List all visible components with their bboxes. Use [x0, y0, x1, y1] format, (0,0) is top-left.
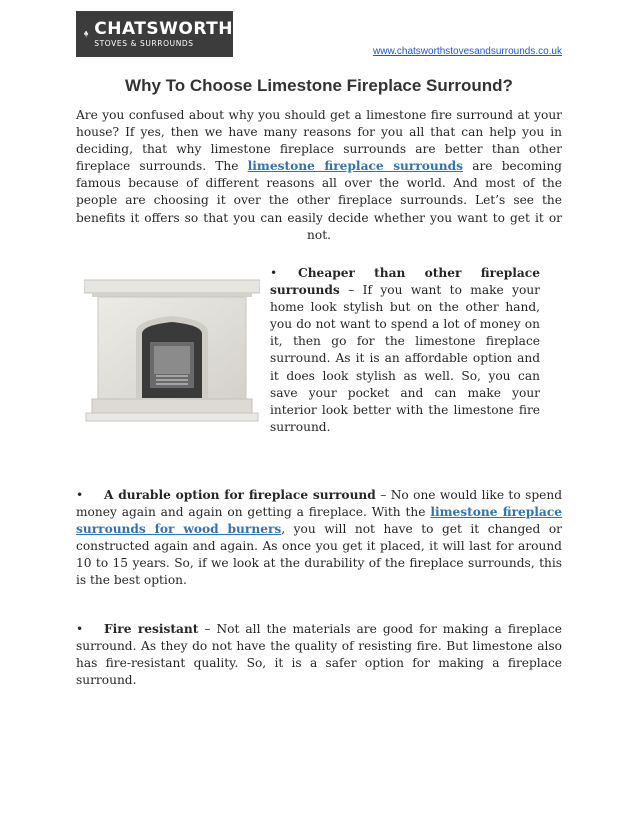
- intro-text-2: are becoming famous because of different reasons all over the world. And most of the people are choosing it over the other fireplace surrounds. Let’s see the benefits it offers so that you can easily decide whether you want to get it or not.: [76, 159, 562, 242]
- logo-leaf-icon: [83, 14, 89, 54]
- logo-name: CHATSWORTH: [94, 18, 233, 39]
- intro-text-1: Are you confused about why you should get a limestone fire surround at your house? If yes, then we have many reasons for you all that can help you in deciding, that why limestone fireplace surrounds are better than other fireplace surrounds. The: [76, 108, 562, 174]
- bullet-marker: •: [76, 488, 84, 502]
- bullet-marker: •: [270, 266, 278, 280]
- company-logo: [76, 11, 233, 57]
- bullet-marker: •: [76, 622, 84, 636]
- bullet-text-1: – No one would like to spend money again and again on getting a fireplace. With the: [76, 488, 562, 520]
- logo-tagline: STOVES & SURROUNDS: [94, 38, 194, 48]
- limestone-surrounds-link[interactable]: limestone fireplace surrounds: [247, 159, 463, 174]
- bullet-heading: Cheaper than other fireplace surrounds: [270, 266, 540, 298]
- bullet-text: – Not all the materials are good for making a fireplace surround. As they do not have the quality of resisting fire. But limestone also has fire-resistant quality. So, it is a safer option for making a fireplace surround.: [76, 622, 563, 688]
- bullet-heading: A durable option for fireplace surround: [104, 488, 376, 502]
- bullet-heading: Fire resistant: [104, 622, 199, 636]
- bullet-text-2: , you will not have to get it changed or constructed again and again. As once you get it placed, it will last for around 10 to 15 years. So, if we look at the durability of the fireplace surrounds, this is the best option.: [76, 522, 562, 588]
- bullet-text: – If you want to make your home look stylish but on the other hand, you do not want to spend a lot of money on it, then go for the limestone fireplace surround. As it is an affordable option and it does look stylish as well. So, you can save your pocket and can make your interior look better with the limestone fire surround.: [270, 283, 540, 434]
- website-link[interactable]: www.chatsworthstovesandsurrounds.co.uk: [373, 46, 562, 57]
- page-title: Why To Choose Limestone Fireplace Surround?: [125, 76, 513, 95]
- bullet-durable: [76, 487, 562, 590]
- bullet-cheaper: [270, 265, 540, 436]
- bullet-fire-resistant: [76, 621, 562, 689]
- fireplace-image: [84, 272, 260, 426]
- intro-paragraph: [76, 107, 562, 244]
- wood-burner-surrounds-link[interactable]: limestone fireplace surrounds for wood burners: [76, 505, 562, 537]
